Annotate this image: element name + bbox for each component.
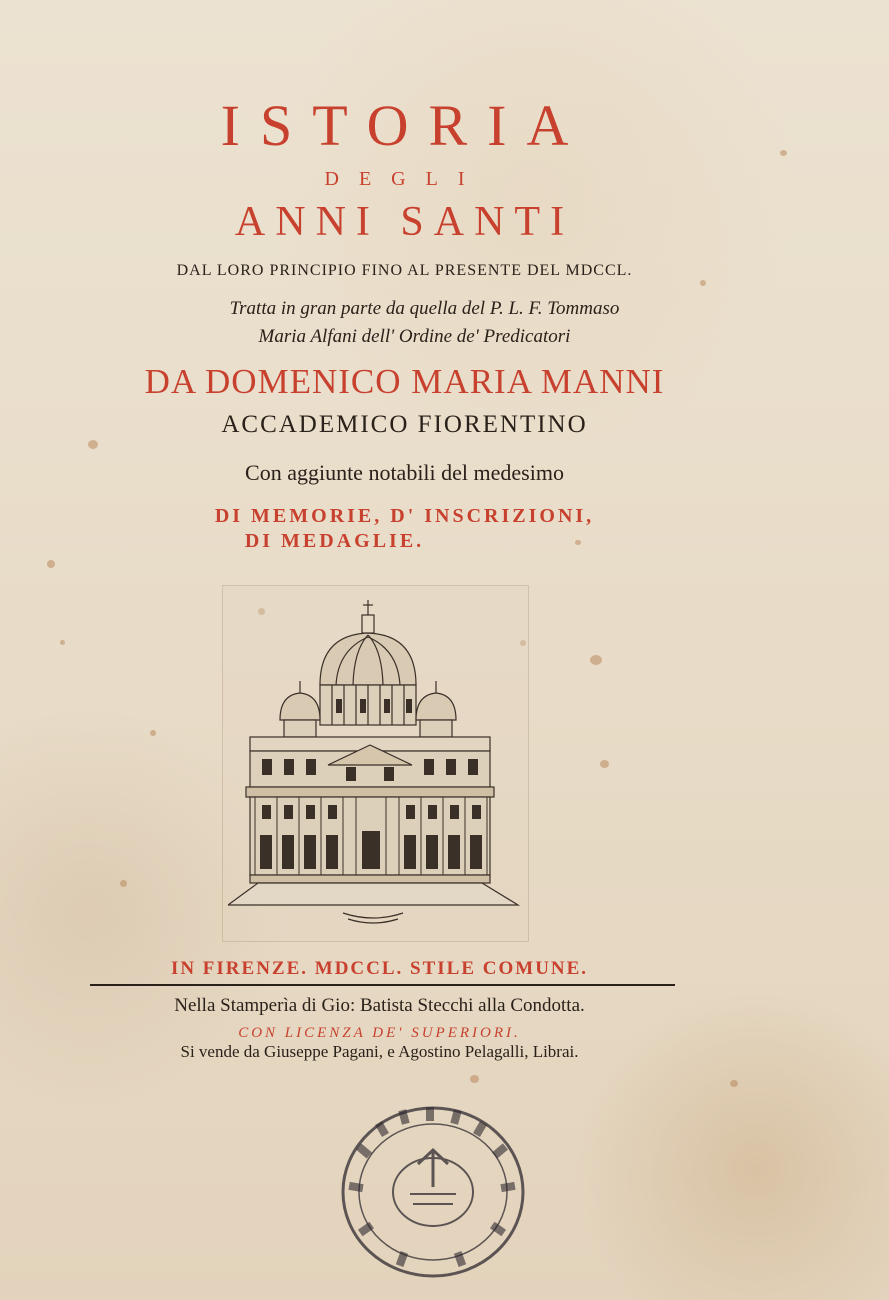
contents-line-2: DI MEDAGLIE. — [244, 530, 425, 552]
imprint-printer: Nella Stamperìa di Gio: Batista Stecchi alla Condotta. — [174, 995, 585, 1016]
book-subject: ANNI SANTI — [234, 199, 575, 245]
imprint-place-date: IN FIRENZE. MDCCL. STILE COMUNE. — [170, 958, 589, 979]
source-line-2: Maria Alfani dell' Ordine de' Predicatori — [258, 326, 571, 347]
basilica-engraving-icon — [228, 595, 523, 925]
source-line-1: Tratta in gran parte da quella del P. L. F. Tommaso — [229, 298, 620, 319]
book-scope: DAL LORO PRINCIPIO FINO AL PRESENTE DEL MDCCL. — [176, 262, 633, 279]
imprint-rule — [90, 984, 675, 986]
contents-line-1: DI MEMORIE, D' INSCRIZIONI, — [214, 505, 595, 527]
author-name: DA DOMENICO MARIA MANNI — [144, 362, 665, 401]
book-title: ISTORIA — [220, 93, 589, 158]
title-connector: DEGLI — [324, 168, 485, 190]
library-seal-icon — [338, 1102, 528, 1280]
imprint-sellers: Si vende da Giuseppe Pagani, e Agostino Pelagalli, Librai. — [180, 1042, 579, 1061]
author-title: ACCADEMICO FIORENTINO — [221, 411, 588, 438]
imprint-license: CON LICENZA DE' SUPERIORI. — [238, 1025, 521, 1041]
additions-line: Con aggiunte notabili del medesimo — [245, 460, 564, 485]
